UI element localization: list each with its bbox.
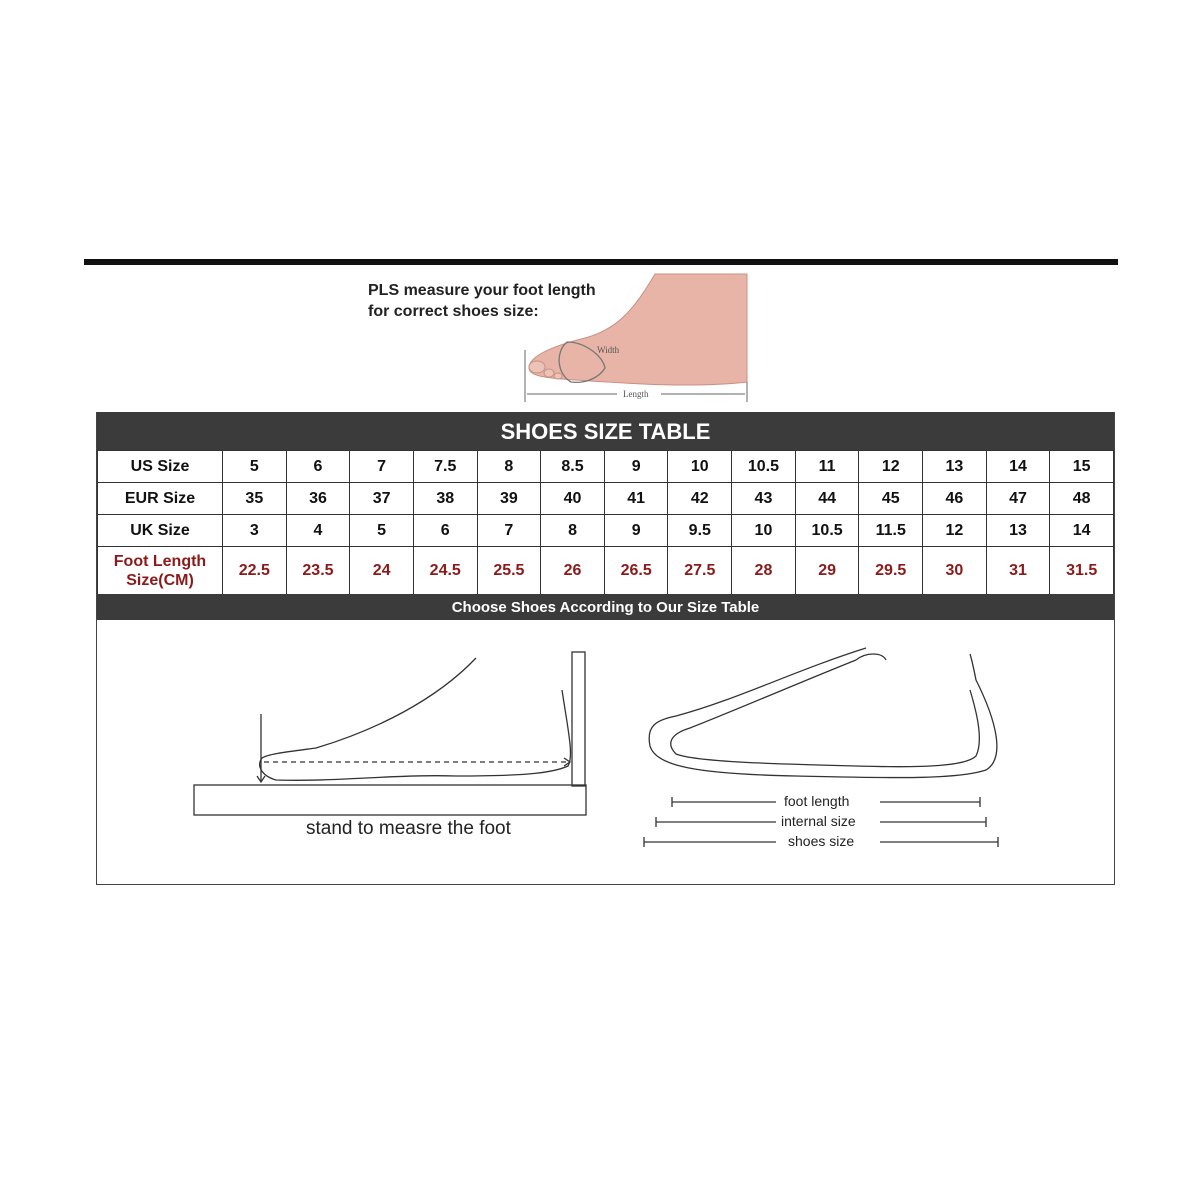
floor-board: [194, 785, 586, 815]
size-cell: 3: [223, 515, 287, 547]
standing-foot-diagram: [194, 652, 586, 815]
size-cell: 9: [604, 451, 668, 483]
size-cell: 8: [477, 451, 541, 483]
shoe-inner: [671, 660, 980, 767]
size-cell: 36: [286, 483, 350, 515]
shoes-size-label: shoes size: [784, 833, 858, 849]
size-cell: 6: [286, 451, 350, 483]
size-cell: 29: [795, 547, 859, 595]
size-cell: 24.5: [413, 547, 477, 595]
foot-length-label-line-2: Size(CM): [126, 571, 194, 589]
size-cell: 13: [923, 451, 987, 483]
size-cell: 14: [1050, 515, 1114, 547]
size-cell: 15: [1050, 451, 1114, 483]
foot-length-label-line-1: Foot Length: [113, 552, 207, 570]
size-cell: 9: [604, 515, 668, 547]
size-cell: 8.5: [541, 451, 605, 483]
eur-size-row: [98, 483, 1114, 515]
size-cell: 30: [923, 547, 987, 595]
toe-2: [544, 369, 554, 377]
size-cell: 39: [477, 483, 541, 515]
size-cell: 48: [1050, 483, 1114, 515]
size-cell: 37: [350, 483, 414, 515]
foot-shape: [529, 274, 747, 385]
size-cell: 35: [223, 483, 287, 515]
size-cell: 5: [350, 515, 414, 547]
size-cell: 41: [604, 483, 668, 515]
size-cell: 12: [923, 515, 987, 547]
size-cell: 12: [859, 451, 923, 483]
foot-length-label: foot length: [780, 793, 853, 809]
size-cell: 8: [541, 515, 605, 547]
size-cell: 45: [859, 483, 923, 515]
size-cell: 10: [668, 451, 732, 483]
toe-3: [554, 373, 562, 379]
size-cell: 31.5: [1050, 547, 1114, 595]
size-cell: 13: [986, 515, 1050, 547]
size-cell: 9.5: [668, 515, 732, 547]
size-cell: 44: [795, 483, 859, 515]
size-cell: 5: [223, 451, 287, 483]
size-cell: 10.5: [795, 515, 859, 547]
shoe-toe-cap: [856, 654, 886, 660]
size-cell: 10.5: [732, 451, 796, 483]
size-cell: 42: [668, 483, 732, 515]
size-cell: 25.5: [477, 547, 541, 595]
top-divider: [84, 259, 1118, 265]
size-cell: 26: [541, 547, 605, 595]
length-label: Length: [623, 389, 649, 399]
foot-measure-illustration: [515, 272, 755, 407]
size-cell: 11.5: [859, 515, 923, 547]
table-footer-bar: Choose Shoes According to Our Size Table: [97, 594, 1114, 620]
size-cell: 22.5: [223, 547, 287, 595]
big-toe: [529, 361, 545, 373]
size-cell: 43: [732, 483, 796, 515]
internal-size-label: internal size: [777, 813, 860, 829]
size-cell: 6: [413, 515, 477, 547]
measurement-diagrams: [96, 630, 1113, 880]
instruction-line-1: PLS measure your foot length: [368, 282, 596, 299]
size-cell: 29.5: [859, 547, 923, 595]
table-title: SHOES SIZE TABLE: [97, 412, 1114, 450]
size-cell: 38: [413, 483, 477, 515]
size-cell: 47: [986, 483, 1050, 515]
stand-caption: stand to measre the foot: [306, 818, 511, 839]
size-cell: 27.5: [668, 547, 732, 595]
size-cell: 24: [350, 547, 414, 595]
size-cell: 7: [350, 451, 414, 483]
row-label: UK Size: [98, 515, 223, 547]
size-cell: 10: [732, 515, 796, 547]
size-cell: 26.5: [604, 547, 668, 595]
size-cell: 14: [986, 451, 1050, 483]
foot-length-row: [98, 547, 1114, 595]
size-cell: 31: [986, 547, 1050, 595]
row-label: [98, 547, 223, 595]
size-cell: 23.5: [286, 547, 350, 595]
row-label: US Size: [98, 451, 223, 483]
size-cell: 40: [541, 483, 605, 515]
size-cell: 7: [477, 515, 541, 547]
size-cell: 4: [286, 515, 350, 547]
width-label: Width: [597, 345, 620, 355]
size-table: [97, 450, 1114, 595]
size-cell: 11: [795, 451, 859, 483]
uk-size-row: [98, 515, 1114, 547]
size-cell: 7.5: [413, 451, 477, 483]
row-label: EUR Size: [98, 483, 223, 515]
us-size-row: [98, 451, 1114, 483]
diagram-drawings: [96, 630, 1113, 880]
size-cell: 28: [732, 547, 796, 595]
instruction-line-2: for correct shoes size:: [368, 303, 539, 320]
size-cell: 46: [923, 483, 987, 515]
wall-board: [572, 652, 585, 786]
foot-outline: [260, 658, 571, 780]
shoe-outer: [649, 648, 997, 778]
